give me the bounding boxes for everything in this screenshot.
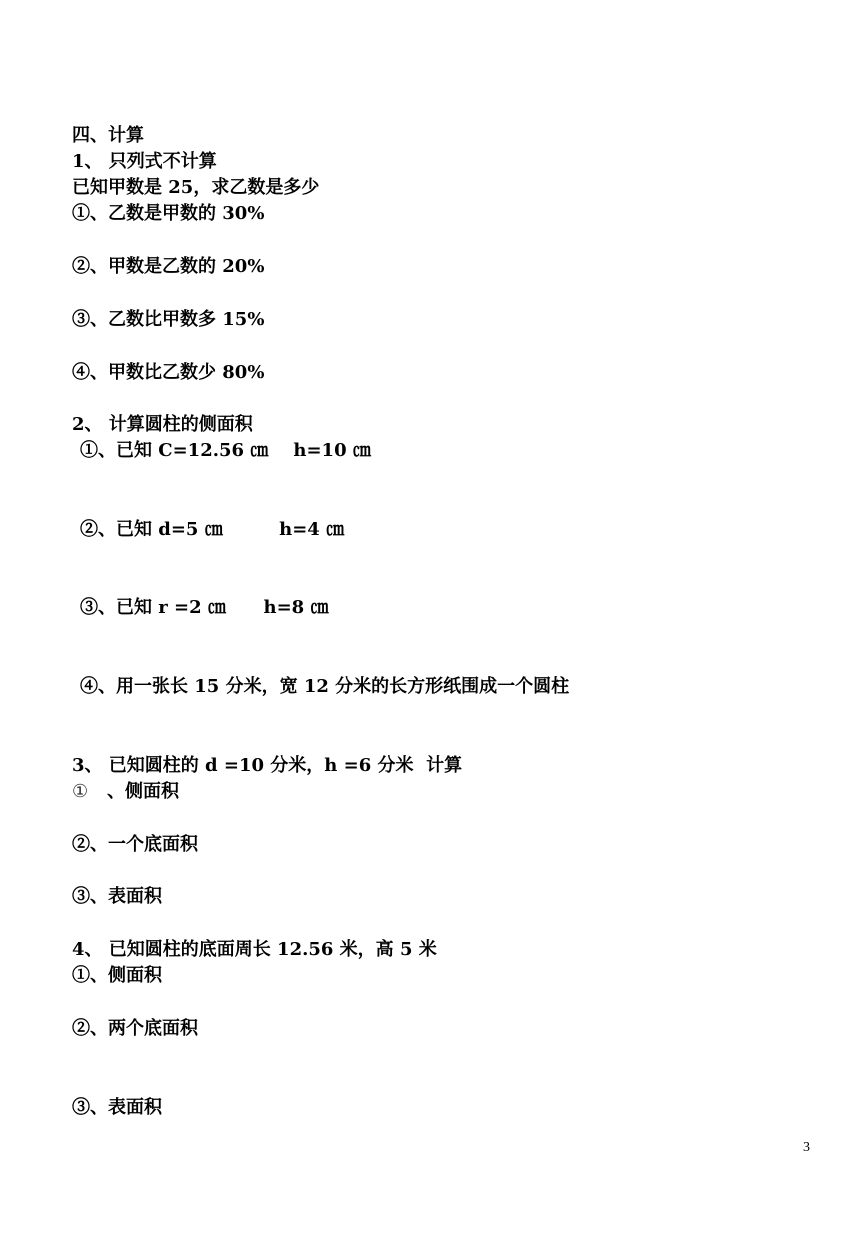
question-4-item: ②、两个底面积 (72, 1018, 198, 1039)
question-3-item (72, 780, 179, 804)
question-4-item: ①、侧面积 (72, 965, 162, 986)
question-2-heading: 2、 计算圆柱的侧面积 (72, 414, 253, 435)
question-1-item: ①、乙数是甲数的 30% (72, 203, 265, 224)
question-1-premise: 已知甲数是 25，求乙数是多少 (72, 177, 320, 198)
question-4-item: ③、表面积 (72, 1097, 162, 1118)
question-2-item: ①、已知 C=12.56 ㎝ h=10 ㎝ (80, 440, 371, 461)
question-4-heading: 4、 已知圆柱的底面周长 12.56 米，高 5 米 (72, 939, 437, 960)
question-3-item: ②、一个底面积 (72, 834, 198, 855)
circled-number-marker: ① (72, 781, 89, 802)
question-1-item: ②、甲数是乙数的 20% (72, 256, 265, 277)
question-2-item: ③、已知 r =2 ㎝ h=8 ㎝ (80, 597, 329, 618)
question-3-item-text: 、侧面积 (106, 781, 179, 802)
page-number: 3 (803, 1140, 810, 1155)
question-1-heading: 1、 只列式不计算 (72, 151, 217, 172)
question-3-item: ③、表面积 (72, 886, 162, 907)
question-1-item: ③、乙数比甲数多 15% (72, 309, 265, 330)
question-1-item: ④、甲数比乙数少 80% (72, 362, 265, 383)
question-2-item: ②、已知 d=5 ㎝ h=4 ㎝ (80, 519, 345, 540)
question-2-item: ④、用一张长 15 分米，宽 12 分米的长方形纸围成一个圆柱 (80, 676, 570, 697)
question-3-heading: 3、 已知圆柱的 d =10 分米，h =6 分米 计算 (72, 755, 463, 776)
section-title: 四、计算 (72, 125, 144, 146)
